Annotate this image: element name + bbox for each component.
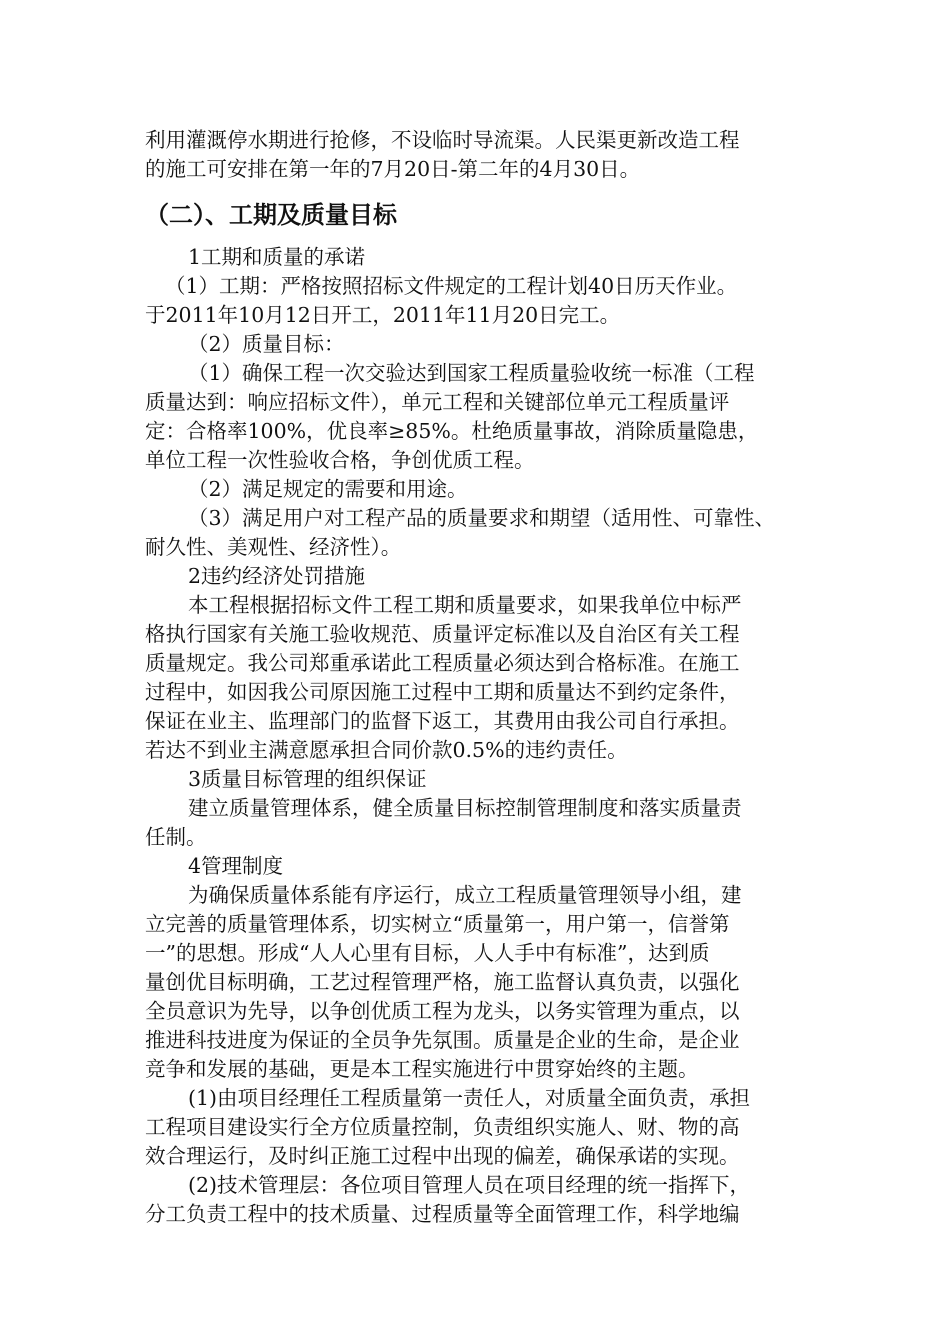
paragraph-line: 竞争和发展的基础，更是本工程实施进行中贯穿始终的主题。 bbox=[145, 1057, 699, 1081]
paragraph-line: 定：合格率100%，优良率≥85%。杜绝质量事故，消除质量隐患， bbox=[145, 419, 759, 443]
paragraph-line: 保证在业主、监理部门的监督下返工，其费用由我公司自行承担。 bbox=[145, 709, 740, 733]
paragraph-line: 的施工可安排在第一年的7月20日-第二年的4月30日。 bbox=[145, 157, 641, 181]
paragraph-line: 过程中，如因我公司原因施工过程中工期和质量达不到约定条件， bbox=[145, 680, 740, 704]
paragraph-line: 耐久性、美观性、经济性）。 bbox=[145, 535, 402, 559]
subsection-title: 1工期和质量的承诺 bbox=[188, 245, 366, 269]
paragraph-line: （2）质量目标： bbox=[188, 332, 345, 356]
paragraph-line: 立完善的质量管理体系，切实树立“质量第一，用户第一，信誉第 bbox=[145, 912, 730, 936]
paragraph-line: 建立质量管理体系，健全质量目标控制管理制度和落实质量责 bbox=[188, 796, 742, 820]
paragraph-line: 效合理运行，及时纠正施工过程中出现的偏差，确保承诺的实现。 bbox=[145, 1144, 740, 1168]
paragraph-line: (2)技术管理层：各位项目管理人员在项目经理的统一指挥下， bbox=[188, 1173, 751, 1197]
paragraph-line: （3）满足用户对工程产品的质量要求和期望（适用性、可靠性、 bbox=[188, 506, 776, 530]
paragraph-line: （1）确保工程一次交验达到国家工程质量验收统一标准（工程 bbox=[188, 361, 755, 385]
paragraph-line: 为确保质量体系能有序运行，成立工程质量管理领导小组，建 bbox=[188, 883, 742, 907]
subsection-title: 4管理制度 bbox=[188, 854, 284, 878]
paragraph-line: 全员意识为先导，以争创优质工程为龙头，以务实管理为重点，以 bbox=[145, 999, 740, 1023]
paragraph-line: 利用灌溉停水期进行抢修，不设临时导流渠。人民渠更新改造工程 bbox=[145, 128, 740, 152]
paragraph-line: 于2011年10月12日开工，2011年11月20日完工。 bbox=[145, 303, 621, 327]
paragraph-line: 格执行国家有关施工验收规范、质量评定标准以及自治区有关工程 bbox=[145, 622, 740, 646]
paragraph-line: 质量达到：响应招标文件），单元工程和关键部位单元工程质量评 bbox=[145, 390, 730, 414]
subsection-title: 2违约经济处罚措施 bbox=[188, 564, 366, 588]
paragraph-line: 任制。 bbox=[145, 825, 207, 849]
paragraph-line: 单位工程一次性验收合格，争创优质工程。 bbox=[145, 448, 535, 472]
paragraph-line: 分工负责工程中的技术质量、过程质量等全面管理工作，科学地编 bbox=[145, 1202, 740, 1226]
paragraph-line: 量创优目标明确，工艺过程管理严格，施工监督认真负责，以强化 bbox=[145, 970, 740, 994]
paragraph-line: 推进科技进度为保证的全员争先氛围。质量是企业的生命，是企业 bbox=[145, 1028, 740, 1052]
section-heading: （二）、工期及质量目标 bbox=[145, 201, 397, 229]
paragraph-line: 工程项目建设实行全方位质量控制，负责组织实施人、财、物的高 bbox=[145, 1115, 740, 1139]
paragraph-line: 质量规定。我公司郑重承诺此工程质量必须达到合格标准。在施工 bbox=[145, 651, 740, 675]
paragraph-line: 一”的思想。形成“人人心里有目标，人人手中有标准”，达到质 bbox=[145, 941, 710, 965]
subsection-title: 3质量目标管理的组织保证 bbox=[188, 767, 427, 791]
paragraph-line: (1)由项目经理任工程质量第一责任人，对质量全面负责，承担 bbox=[188, 1086, 751, 1110]
paragraph-line: 若达不到业主满意愿承担合同价款0.5%的违约责任。 bbox=[145, 738, 628, 762]
paragraph-line: （1）工期：严格按照招标文件规定的工程计划40日历天作业。 bbox=[165, 274, 738, 298]
paragraph-line: （2）满足规定的需要和用途。 bbox=[188, 477, 468, 501]
paragraph-line: 本工程根据招标文件工程工期和质量要求，如果我单位中标严 bbox=[188, 593, 742, 617]
